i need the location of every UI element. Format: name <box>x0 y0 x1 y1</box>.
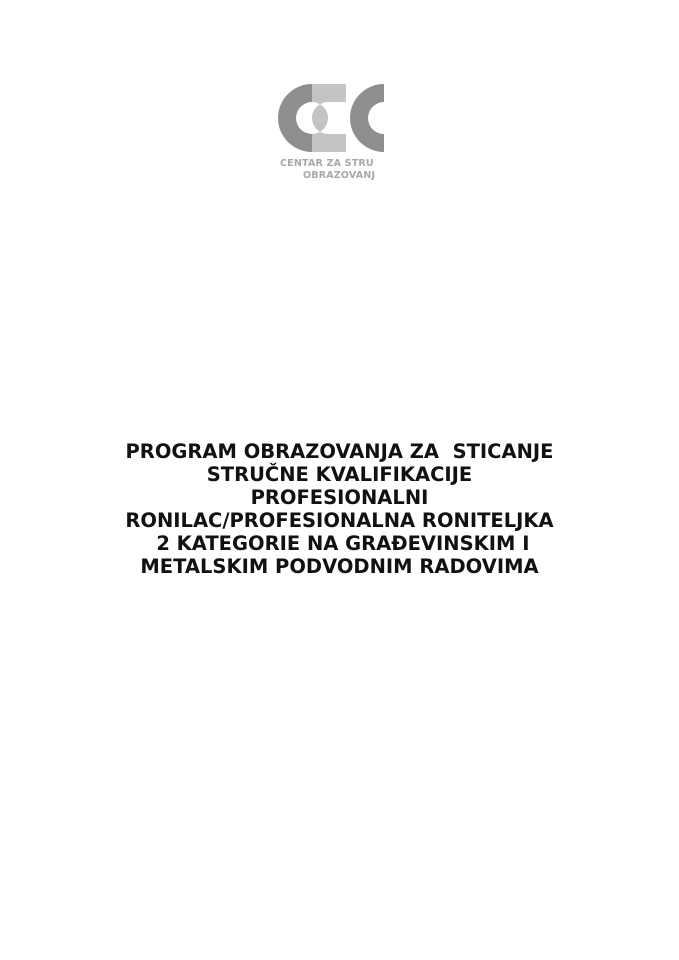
logo-mark-icon <box>276 80 401 155</box>
logo-text-line-1: CENTAR ZA STRU <box>280 158 374 169</box>
document-title <box>0 440 679 578</box>
title-line-4: RONILAC/PROFESIONALNA RONITELJKA <box>125 509 554 532</box>
logo-text-line-2: OBRAZOVANJ <box>303 170 376 181</box>
title-line-2: STRUČNE KVALIFIKACIJE <box>206 463 473 486</box>
title-line-3: PROFESIONALNI <box>250 486 429 509</box>
title-line-1: PROGRAM OBRAZOVANJA ZA STICANJE <box>125 440 554 463</box>
title-line-6: METALSKIM PODVODNIM RADOVIMA <box>140 555 539 578</box>
title-line-5: 2 KATEGORIE NA GRAĐEVINSKIM I <box>149 532 530 555</box>
organization-logo <box>276 80 401 184</box>
